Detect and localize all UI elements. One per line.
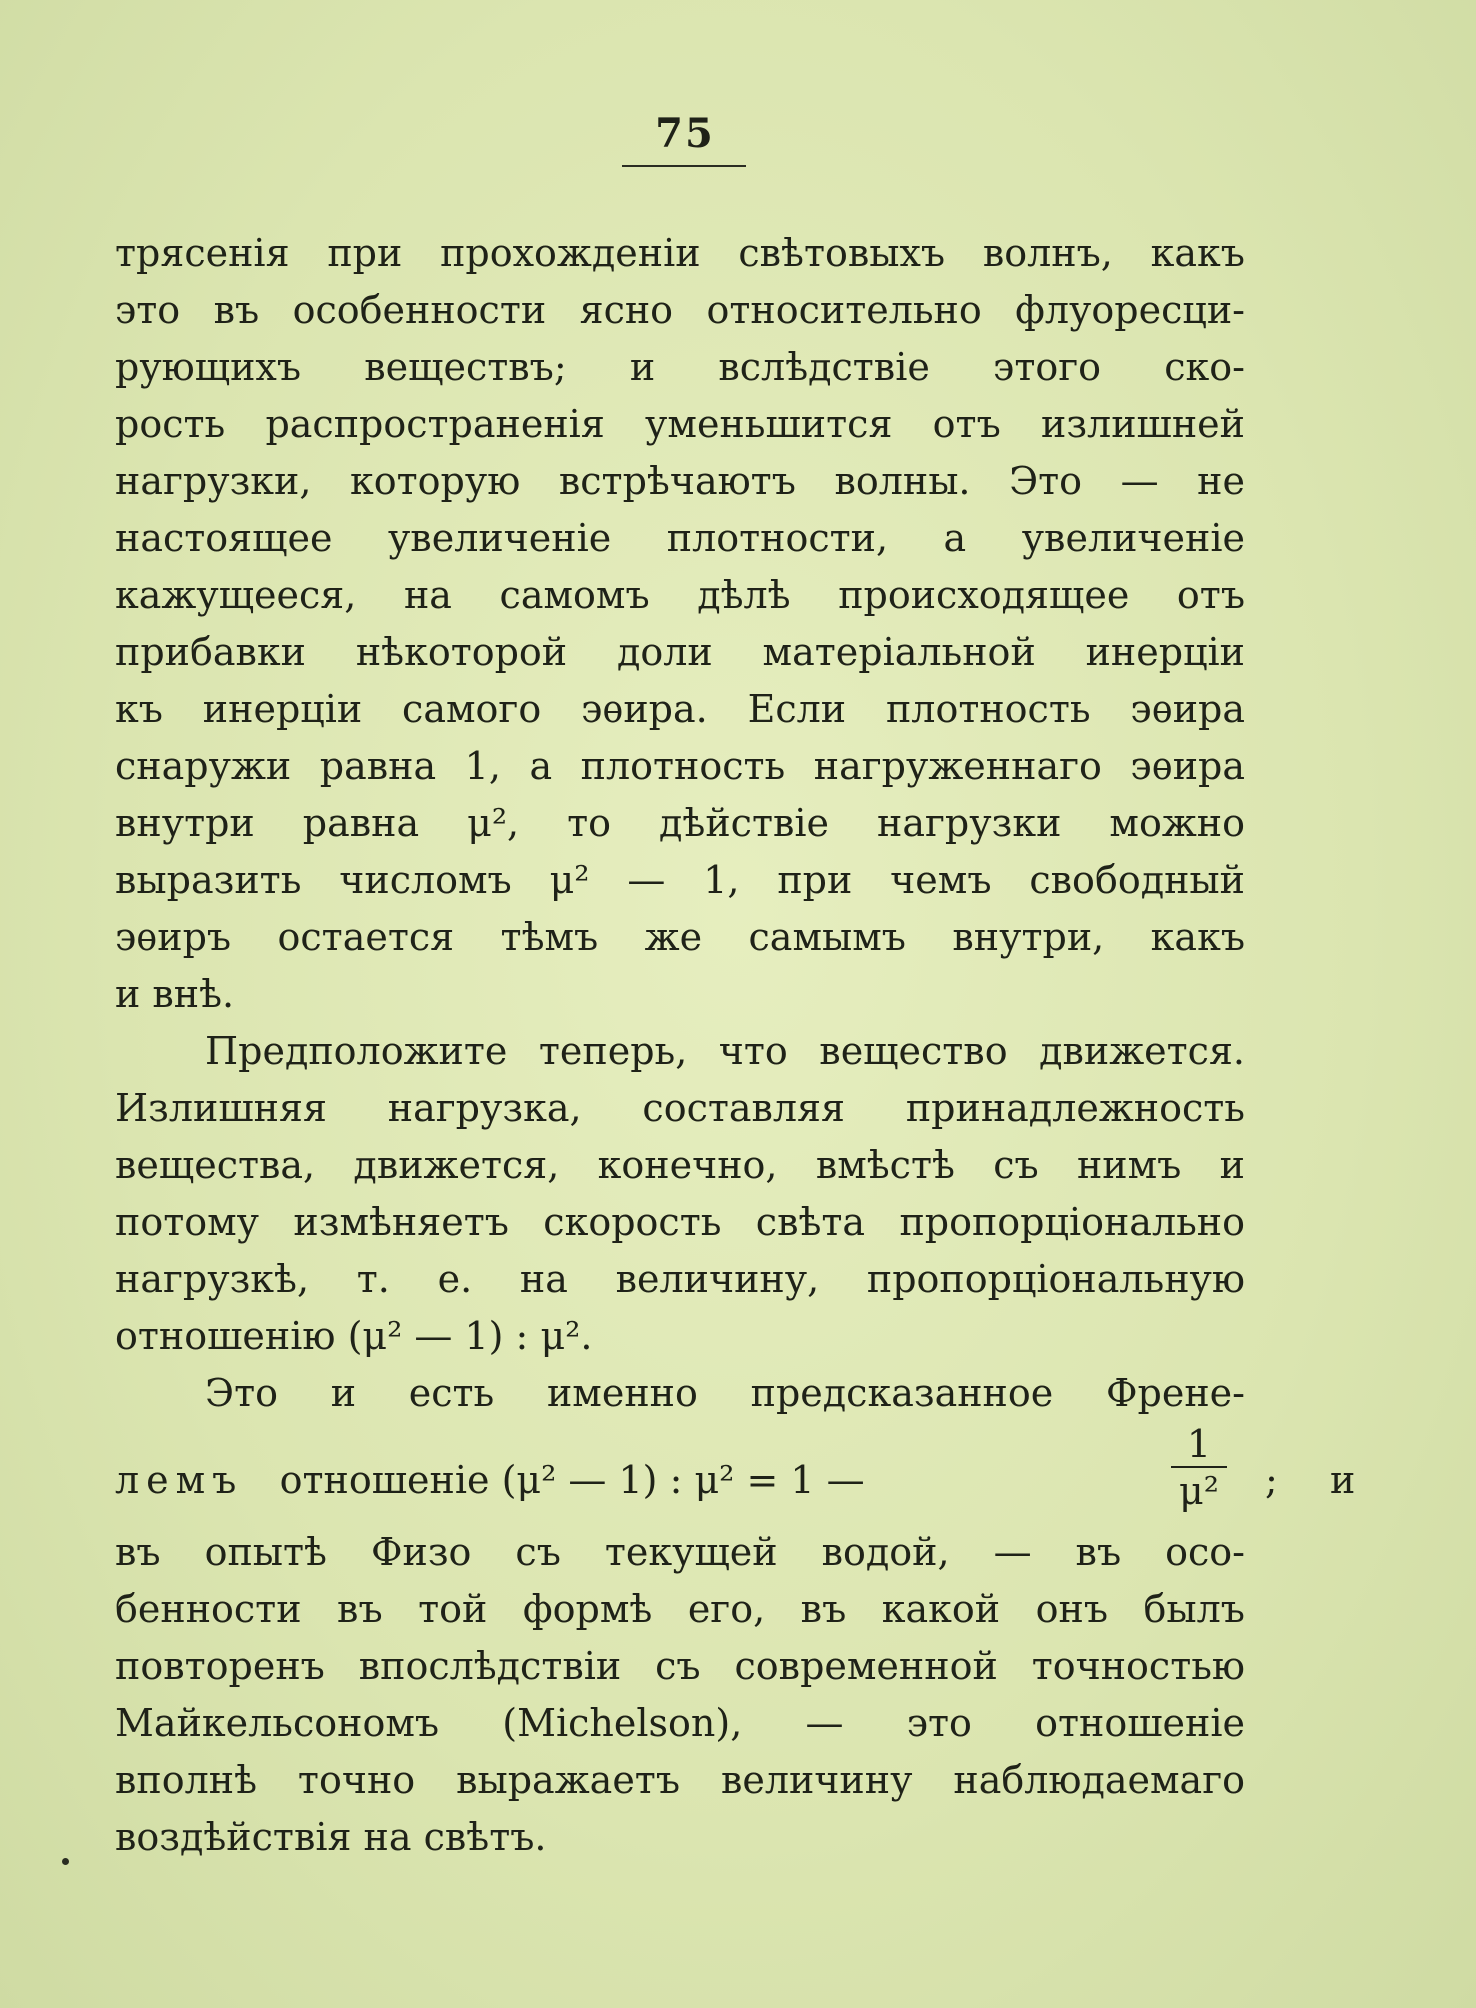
text-line: Это и есть именно предсказанное Френе-	[205, 1371, 1245, 1415]
text-line: прибавки нѣкоторой доли матеріальной инерціи	[115, 630, 1245, 674]
text-line: воздѣйствія на свѣтъ.	[115, 1815, 547, 1859]
fraction	[1171, 1422, 1227, 1514]
text-line: Майкельсономъ (Michelson), — это отношеніе	[115, 1701, 1245, 1745]
formula-semicolon: ;	[1265, 1458, 1278, 1502]
text-line: отношенію (μ² — 1) : μ².	[115, 1314, 593, 1358]
text-line: выразить числомъ μ² — 1, при чемъ свободный	[115, 858, 1245, 902]
text-line: бенности въ той формѣ его, въ какой онъ былъ	[115, 1587, 1245, 1631]
text-line: повторенъ впослѣдствіи съ современной точностью	[115, 1644, 1245, 1688]
text-line: нагрузки, которую встрѣчаютъ волны. Это — не	[115, 459, 1245, 503]
text-line: рость распространенія уменьшится отъ излишней	[115, 402, 1245, 446]
text-line: это въ особенности ясно относительно флуоресци-	[115, 288, 1245, 332]
text-line: Предположите теперь, что вещество движется.	[205, 1029, 1245, 1073]
text-line: потому измѣняетъ скорость свѣта пропорціонально	[115, 1200, 1245, 1244]
text-line: и внѣ.	[115, 972, 235, 1016]
formula-line	[115, 1422, 1356, 1524]
page-number: 75	[655, 110, 715, 157]
formula-conjunction: и	[1330, 1458, 1356, 1502]
text-line: внутри равна μ², то дѣйствіе нагрузки можно	[115, 801, 1245, 845]
text-line: въ опытѣ Физо съ текущей водой, — въ осо-	[115, 1530, 1245, 1574]
fraction-denominator: μ²	[1179, 1469, 1219, 1513]
text-line: настоящее увеличеніе плотности, а увеличеніе	[115, 516, 1245, 560]
text-line: вещества, движется, конечно, вмѣстѣ съ нимъ и	[115, 1143, 1245, 1187]
text-line: снаружи равна 1, а плотность нагруженнаго эѳира	[115, 744, 1245, 788]
text-line: эѳиръ остается тѣмъ же самымъ внутри, какъ	[115, 915, 1245, 959]
formula-text	[115, 1458, 865, 1502]
text-line: рующихъ веществъ; и вслѣдствіе этого ско-	[115, 345, 1245, 389]
ink-speck	[62, 1858, 69, 1865]
text-line: нагрузкѣ, т. е. на величину, пропорціональную	[115, 1257, 1245, 1301]
text-line: кажущееся, на самомъ дѣлѣ происходящее отъ	[115, 573, 1245, 617]
text-line: трясенія при прохожденіи свѣтовыхъ волнъ, какъ	[115, 231, 1245, 275]
formula-expression: отношеніе (μ² — 1) : μ² = 1 —	[279, 1458, 865, 1502]
formula-word: лемъ	[115, 1458, 244, 1502]
body-text	[115, 225, 1356, 1866]
page-number-rule	[622, 165, 746, 167]
text-line: къ инерціи самого эѳира. Если плотность эѳира	[115, 687, 1245, 731]
text-line: вполнѣ точно выражаетъ величину наблюдаемаго	[115, 1758, 1245, 1802]
text-line: Излишняя нагрузка, составляя принадлежность	[115, 1086, 1245, 1130]
fraction-numerator: 1	[1186, 1422, 1212, 1466]
